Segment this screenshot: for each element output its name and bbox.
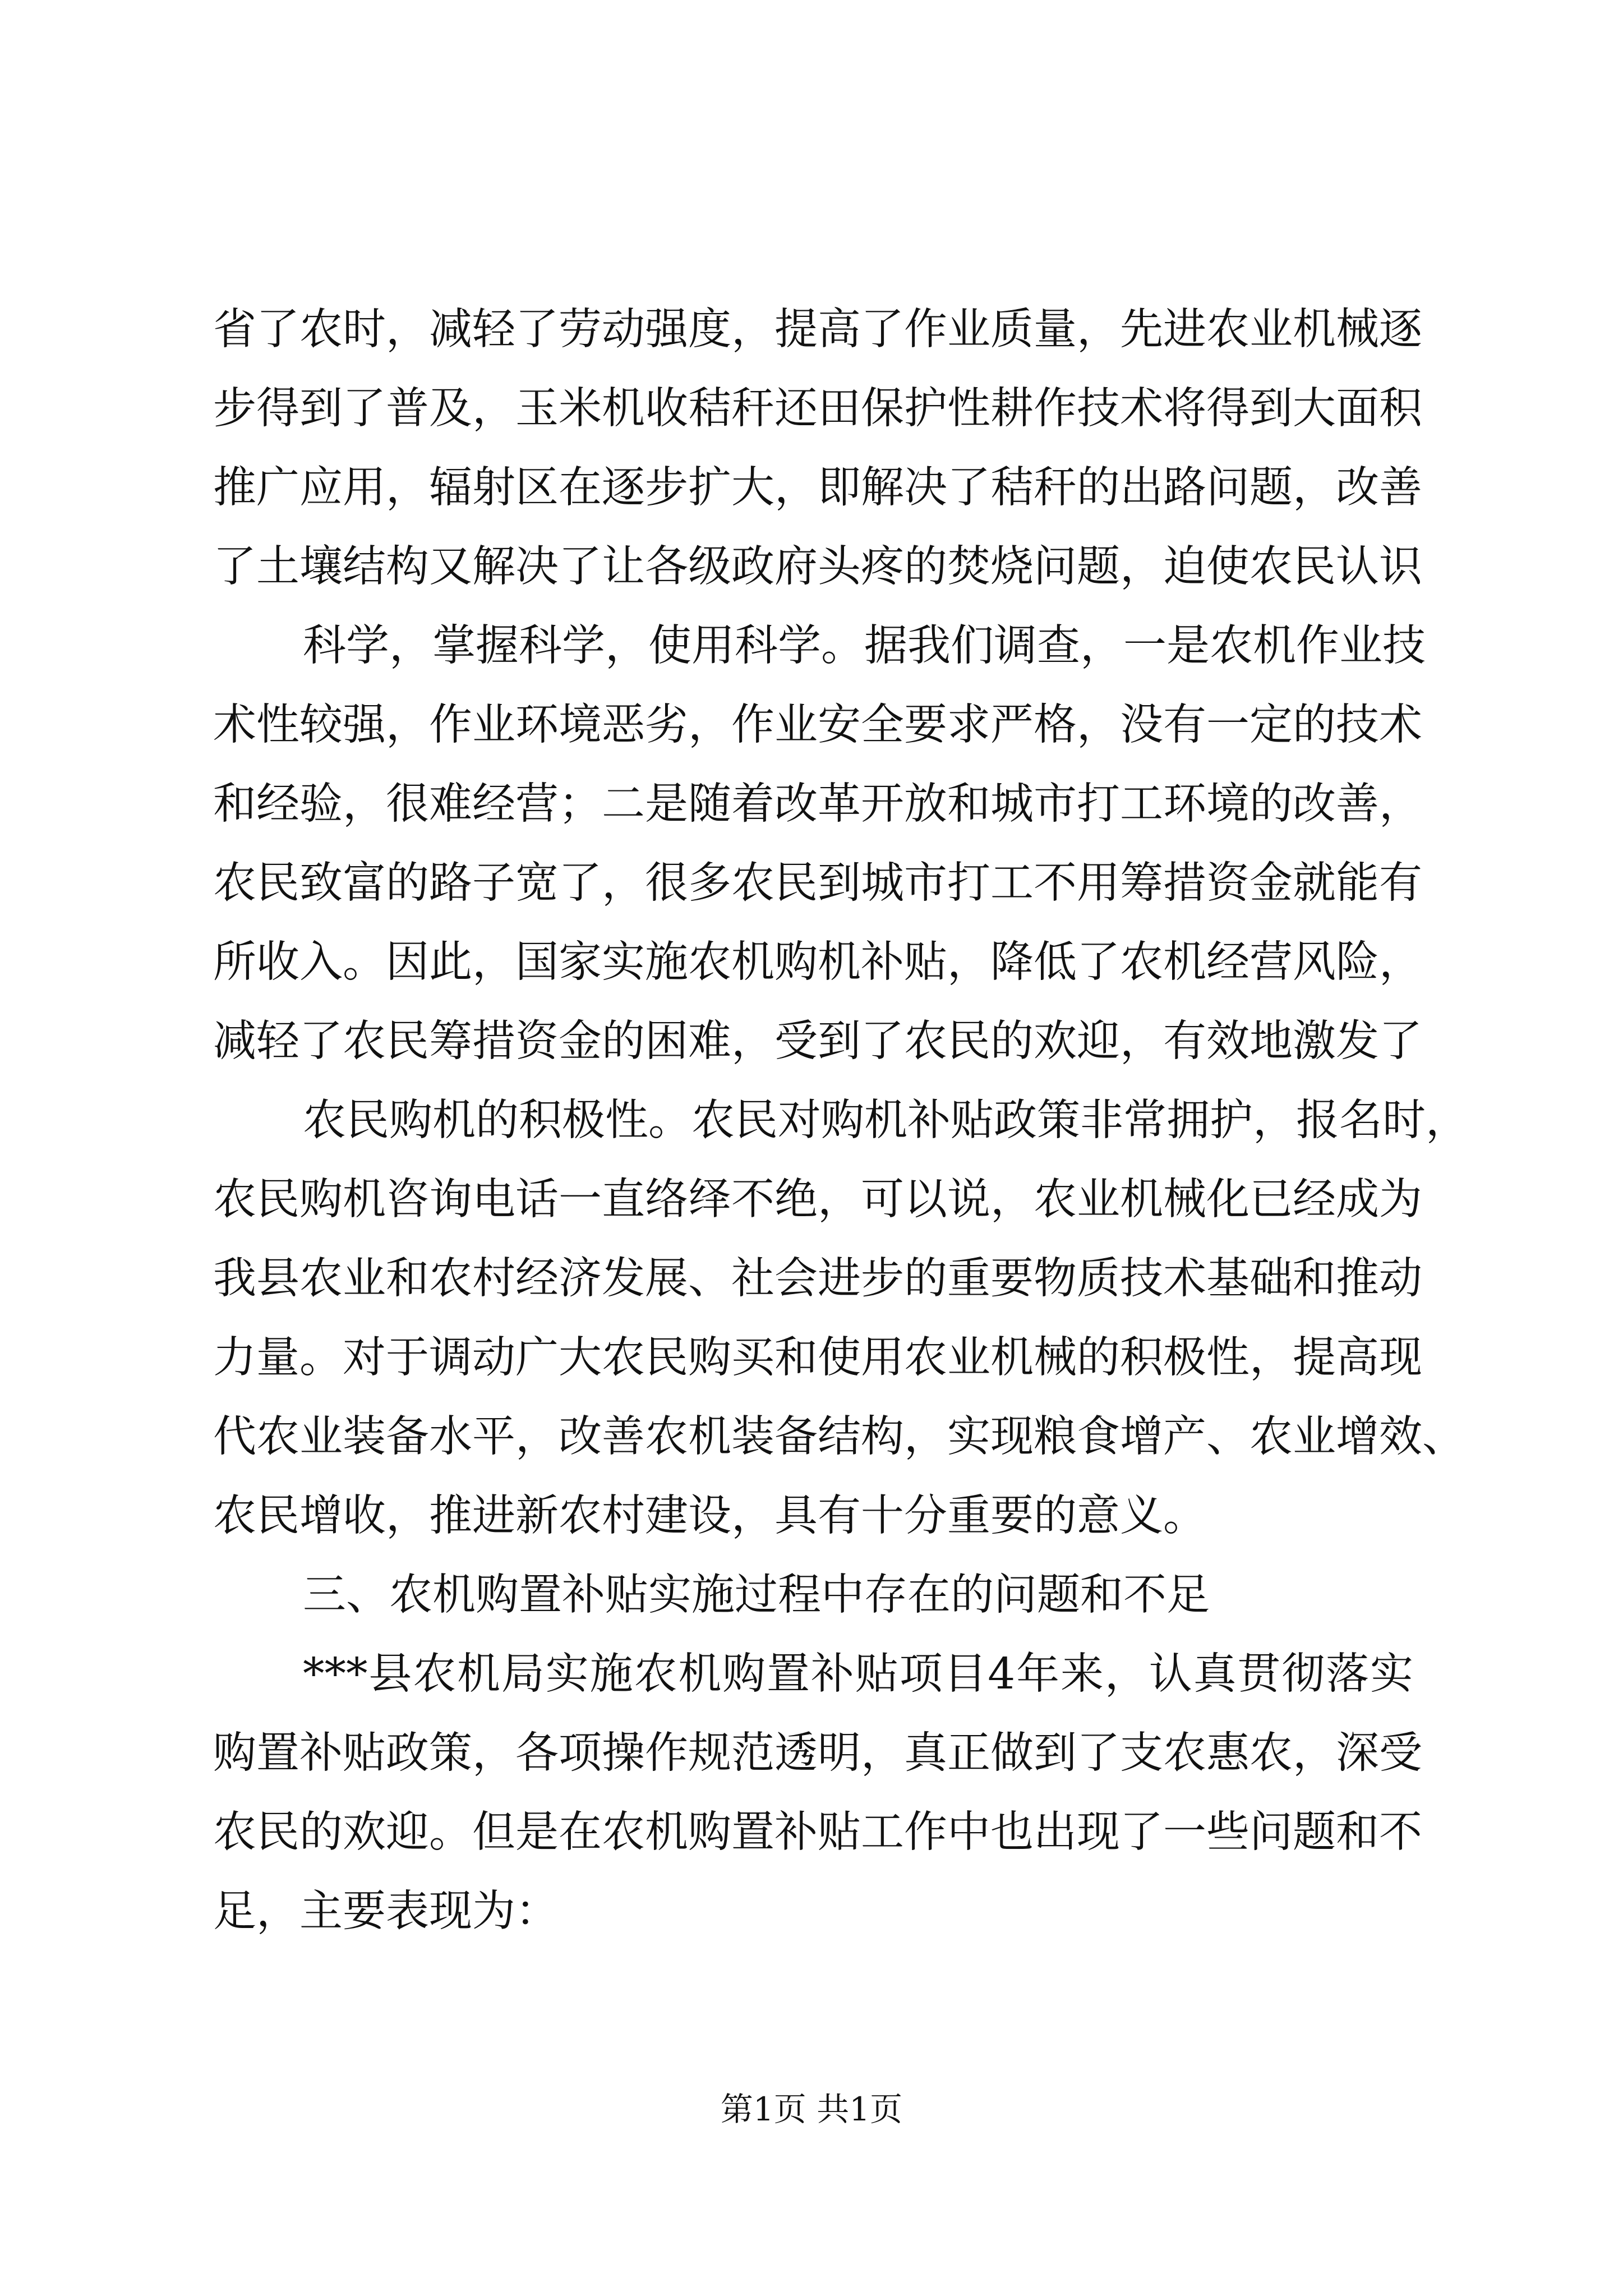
text-line: 我县农业和农村经济发展、社会进步的重要物质技术基础和推动	[213, 1254, 1422, 1304]
text-line: 了土壤结构又解决了让各级政府头疼的焚烧问题，迫使农民认识	[213, 542, 1422, 592]
text-line: 农民购机的积极性。农民对购机补贴政策非常拥护，报名时，	[303, 1096, 1469, 1145]
text-line: 农民致富的路子宽了，很多农民到城市打工不用筹措资金就能有	[213, 858, 1422, 908]
text-line: 省了农时，减轻了劳动强度，提高了作业质量，先进农业机械逐	[213, 305, 1422, 355]
section-heading: 三、农机购置补贴实施过程中存在的问题和不足	[303, 1570, 1210, 1620]
text-line: 代农业装备水平，改善农机装备结构，实现粮食增产、农业增效、	[213, 1412, 1465, 1462]
text-line: 推广应用，辐射区在逐步扩大，即解决了秸秆的出路问题，改善	[213, 463, 1422, 513]
text-line: 购置补贴政策，各项操作规范透明，真正做到了支农惠农，深受	[213, 1728, 1422, 1778]
text-line: 农民的欢迎。但是在农机购置补贴工作中也出现了一些问题和不	[213, 1807, 1422, 1857]
text-line: 减轻了农民筹措资金的困难，受到了农民的欢迎，有效地激发了	[213, 1016, 1422, 1066]
text-line: 农民增收，推进新农村建设，具有十分重要的意义。	[213, 1491, 1206, 1541]
text-line: 和经验，很难经营；二是随着改革开放和城市打工环境的改善，	[213, 779, 1422, 829]
text-line: 农民购机咨询电话一直络绎不绝，可以说，农业机械化已经成为	[213, 1175, 1422, 1225]
text-line: 术性较强，作业环境恶劣，作业安全要求严格，没有一定的技术	[213, 700, 1422, 750]
text-line: 足，主要表现为：	[213, 1887, 559, 1936]
text-line: 所收入。因此，国家实施农机购机补贴，降低了农机经营风险，	[213, 937, 1422, 987]
text-line: 步得到了普及，玉米机收秸秆还田保护性耕作技术将得到大面积	[213, 384, 1422, 434]
text-line: 科学，掌握科学，使用科学。据我们调查，一是农机作业技	[303, 621, 1426, 671]
page-footer: 第1页 共1页	[720, 2090, 903, 2128]
text-line: ***县农机局实施农机购置补贴项目4年来，认真贯彻落实	[303, 1649, 1413, 1699]
text-line: 力量。对于调动广大农民购买和使用农业机械的积极性，提高现	[213, 1333, 1422, 1383]
